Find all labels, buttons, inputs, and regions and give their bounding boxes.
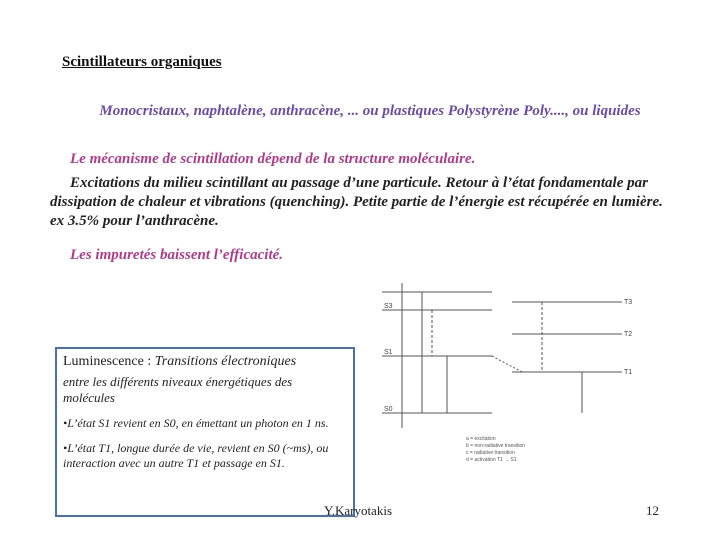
footer-author: Y.Karyotakis <box>324 503 393 518</box>
legend-c: c = radiative transition <box>466 450 515 456</box>
legend-a: a = excitation <box>466 436 496 442</box>
intersystem-crossing <box>492 356 522 372</box>
legend-b: b = non-radiative transition <box>466 443 526 449</box>
luminescence-heading-plain: Luminescence : <box>63 354 152 369</box>
luminescence-bullet-s1: •L’état S1 revient en S0, en émettant un photon en 1 ns. <box>63 416 329 430</box>
impurities-text: Les impuretés baissent l’efficacité. <box>70 247 284 263</box>
legend-d: d = activation T1 → S1 <box>466 457 517 463</box>
label-s0: S0 <box>384 406 393 413</box>
label-s3: S3 <box>384 303 393 310</box>
luminescence-box <box>55 347 355 517</box>
mechanism-text: Le mécanisme de scintillation dépend de la structure moléculaire. <box>70 151 476 167</box>
luminescence-heading-italic: Transitions électroniques <box>154 354 297 369</box>
energy-level-diagram <box>362 278 662 468</box>
label-t3: T3 <box>624 299 633 306</box>
luminescence-heading <box>63 353 347 370</box>
materials-text: Monocristaux, naphtalène, anthracène, ... ou plastiques Polystyrène Poly...., ou liquides <box>99 103 641 119</box>
luminescence-subheading: entre les différents niveaux énergétiques des molécules <box>63 374 293 405</box>
luminescence-bullet-t1: •L’état T1, longue durée de vie, revient en S0 (~ms), ou interaction avec un autre T1 et passage en S1. <box>63 441 329 470</box>
label-t2: T2 <box>624 331 633 338</box>
slide-title: Scintillateurs organiques <box>62 54 222 70</box>
label-t1: T1 <box>624 369 633 376</box>
excitation-text: Excitations du milieu scintillant au passage d’une particule. Retour à l’état fondamentale par dissipation de chaleur et vibrations (quenching). Petite partie de l’énergie est récupérée en lumière. ex 3.5% pour l’anthracène. <box>50 175 663 229</box>
page-number: 12 <box>646 503 659 518</box>
label-s1: S1 <box>384 349 393 356</box>
